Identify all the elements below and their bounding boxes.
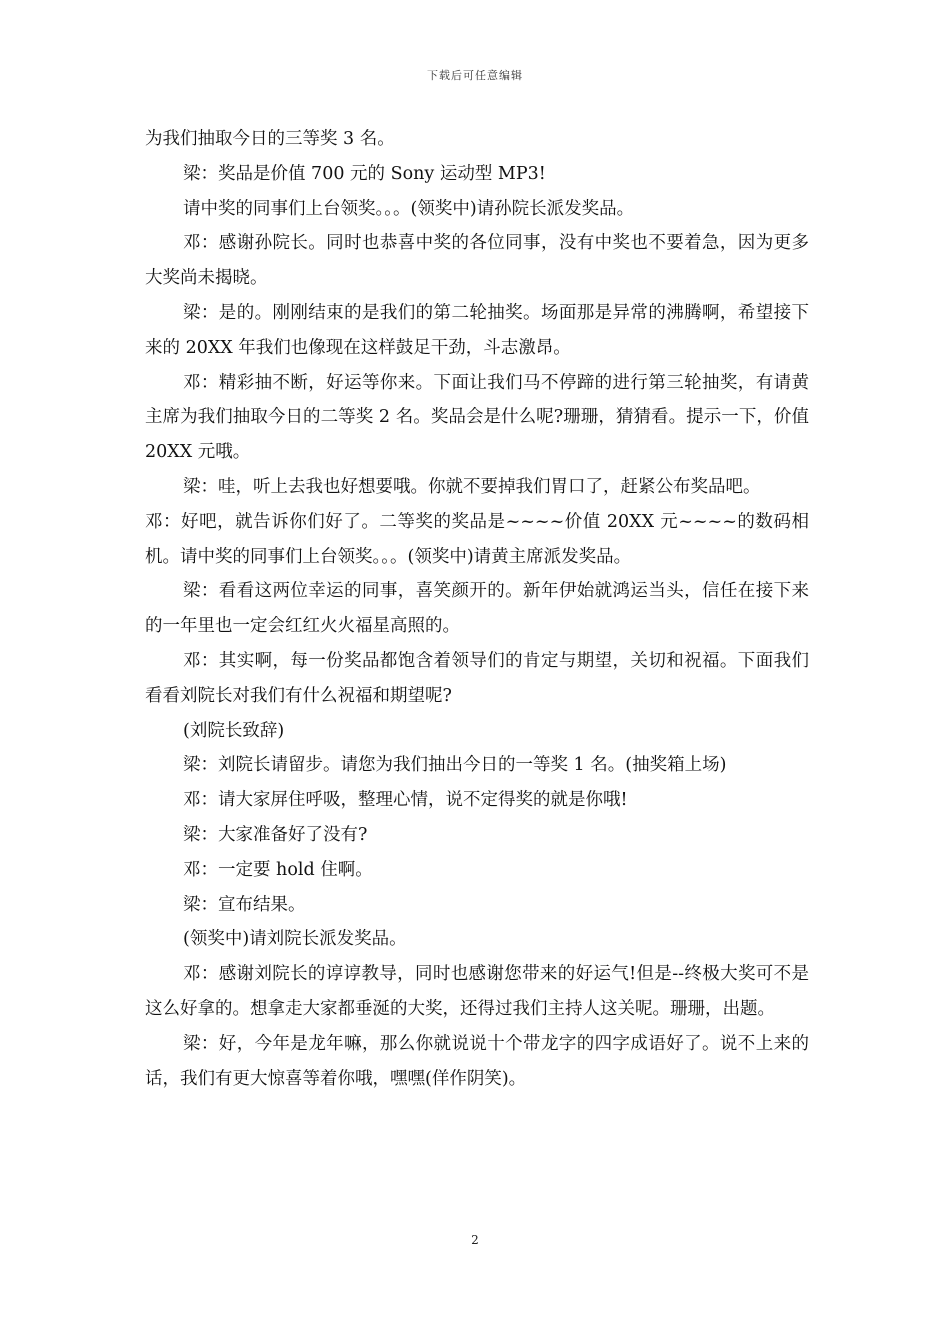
paragraph: 梁：宣布结果。 bbox=[183, 894, 306, 915]
paragraph: 梁：看看这两位幸运的同事，喜笑颜开的。新年伊始就鸿运当头，信任在接下来的一年里也一定会红红火火福星高照的。 bbox=[145, 581, 809, 637]
paragraph: 邓：其实啊，每一份奖品都饱含着领导们的肯定与期望，关切和祝福。下面我们看看刘院长对我们有什么祝福和期望呢? bbox=[145, 650, 809, 706]
paragraph: 梁：大家准备好了没有? bbox=[183, 824, 368, 845]
paragraph: (刘院长致辞) bbox=[183, 720, 285, 741]
paragraph: 为我们抽取今日的三等奖 3 名。 bbox=[145, 129, 395, 149]
paragraph: 邓：精彩抽不断，好运等你来。下面让我们马不停蹄的进行第三轮抽奖，有请黄主席为我们抽取今日的二等奖 2 名。奖品会是什么呢?珊珊，猜猜看。提示一下，价值 20XX 元哦。 bbox=[145, 372, 809, 463]
page-number: 2 bbox=[471, 1233, 479, 1247]
paragraph: 邓：一定要 hold 住啊。 bbox=[183, 859, 373, 880]
paragraph: 邓：感谢孙院长。同时也恭喜中奖的各位同事，没有中奖也不要着急，因为更多大奖尚未揭晓。 bbox=[145, 233, 809, 289]
paragraph: 梁：哇，听上去我也好想要哦。你就不要掉我们胃口了，赶紧公布奖品吧。 bbox=[183, 476, 761, 497]
paragraph: 请中奖的同事们上台领奖。。。(领奖中)请孙院长派发奖品。 bbox=[183, 198, 635, 219]
paragraph: 邓：感谢刘院长的谆谆教导，同时也感谢您带来的好运气!但是--终极大奖可不是这么好拿的。想拿走大家都垂涎的大奖，还得过我们主持人这关呢。珊珊，出题。 bbox=[145, 964, 809, 1019]
paragraph: 梁：是的。刚刚结束的是我们的第二轮抽奖。场面那是异常的沸腾啊，希望接下来的 20XX 年我们也像现在这样鼓足干劲，斗志激昂。 bbox=[145, 302, 809, 358]
paragraph: (领奖中)请刘院长派发奖品。 bbox=[183, 929, 407, 950]
paragraph: 梁：好，今年是龙年嘛，那么你就说说十个带龙字的四字成语好了。说不上来的话，我们有更大惊喜等着你哦，嘿嘿(佯作阴笑)。 bbox=[145, 1033, 809, 1089]
page-header: 下载后可任意编辑 bbox=[427, 69, 523, 82]
paragraph: 邓：请大家屏住呼吸，整理心情，说不定得奖的就是你哦! bbox=[183, 790, 628, 811]
paragraph: 梁：刘院长请留步。请您为我们抽出今日的一等奖 1 名。(抽奖箱上场) bbox=[183, 755, 727, 776]
paragraph: 梁：奖品是价值 700 元的 Sony 运动型 MP3! bbox=[183, 163, 546, 184]
paragraph: 邓：好吧，就告诉你们好了。二等奖的奖品是~~~~价值 20XX 元~~~~的数码相机。请中奖的同事们上台领奖。。。(领奖中)请黄主席派发奖品。 bbox=[145, 511, 809, 567]
document-body bbox=[145, 122, 809, 1096]
